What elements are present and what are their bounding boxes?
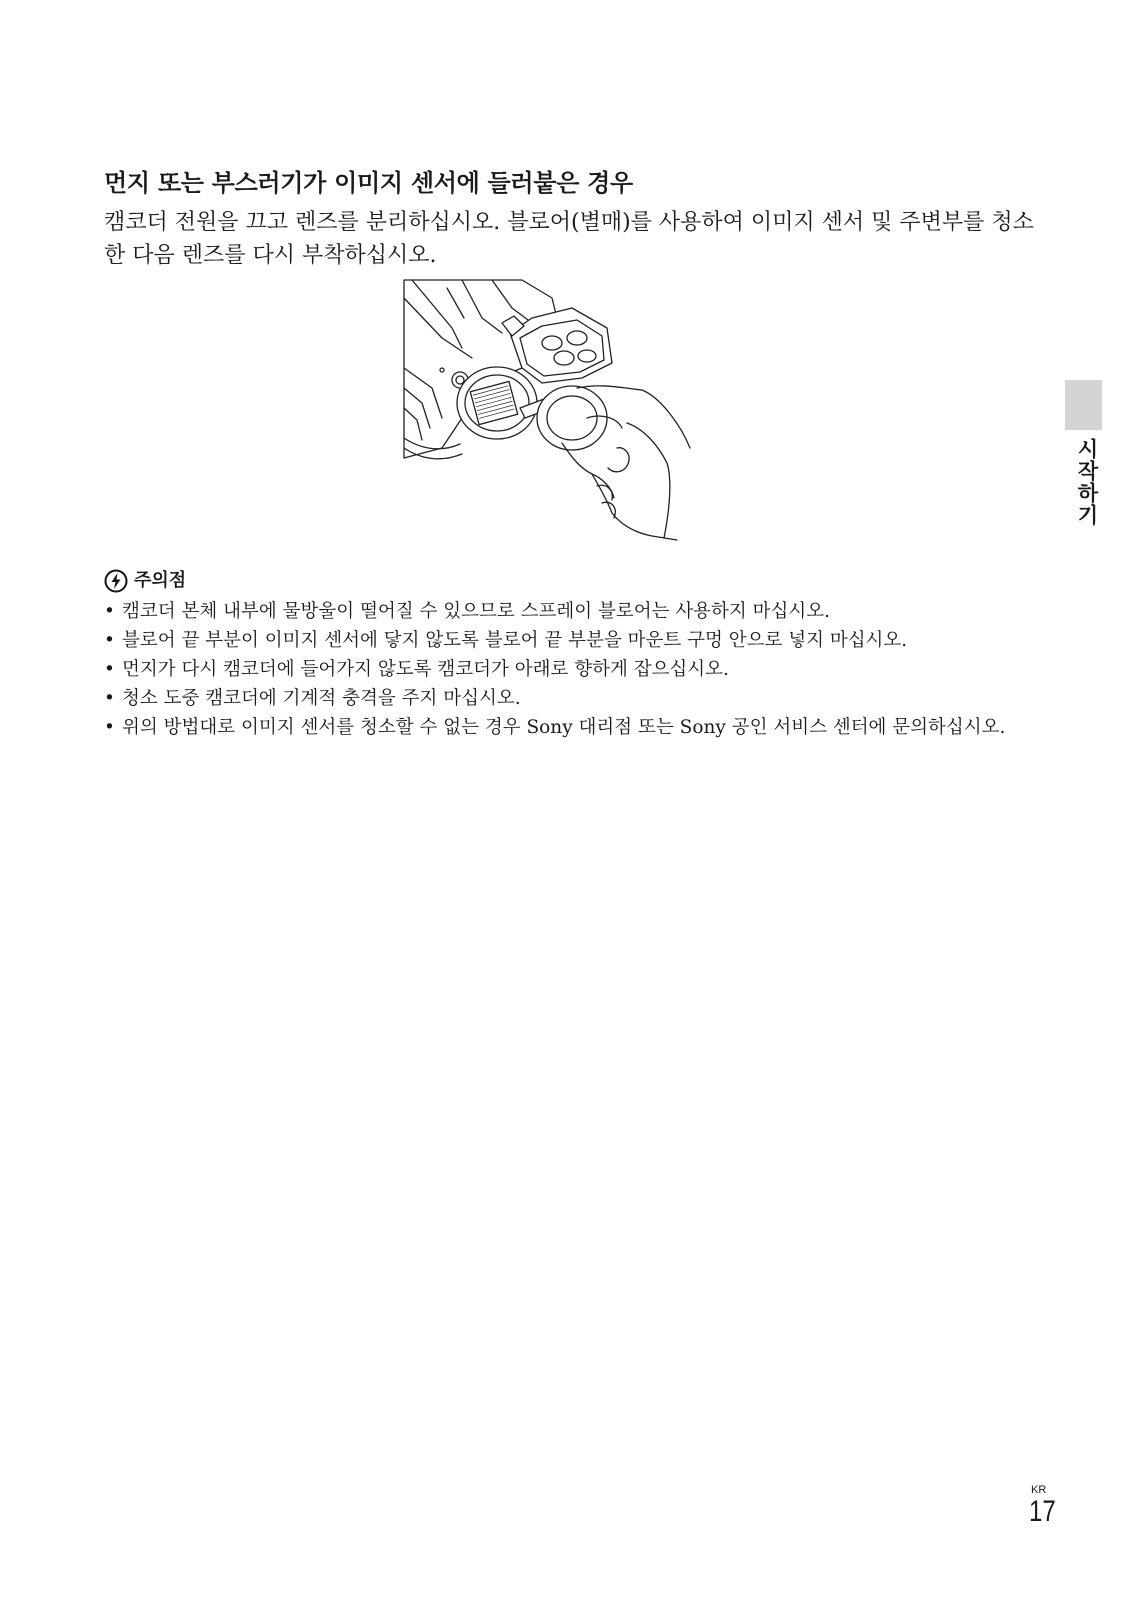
list-item: • 캠코더 본체 내부에 물방울이 떨어질 수 있으므로 스프레이 블로어는 사용하지 마십시오.	[104, 597, 1024, 626]
sensor-cleaning-illustration	[402, 278, 692, 548]
section-tab-label: 시작하기	[1075, 438, 1099, 526]
section-heading: 먼지 또는 부스러기가 이미지 센서에 들러붙은 경우	[104, 169, 633, 197]
caution-header	[104, 568, 186, 594]
list-item: • 위의 방법대로 이미지 센서를 청소할 수 없는 경우 Sony 대리점 또는 Sony 공인 서비스 센터에 문의하십시오.	[104, 713, 1024, 742]
list-item: • 블로어 끝 부분이 이미지 센서에 닿지 않도록 블로어 끝 부분을 마운트 구멍 안으로 넣지 마십시오.	[104, 626, 1024, 655]
caution-title: 주의점	[134, 570, 187, 591]
page-number: 17	[1029, 1495, 1056, 1528]
caution-list	[104, 597, 1024, 742]
page-language-code: KR	[1031, 1484, 1047, 1496]
list-item: • 먼지가 다시 캠코더에 들어가지 않도록 캠코더가 아래로 향하게 잡으십시오.	[104, 655, 1024, 684]
list-item: • 청소 도중 캠코더에 기계적 충격을 주지 마십시오.	[104, 684, 1024, 713]
intro-paragraph: 캠코더 전원을 끄고 렌즈를 분리하십시오. 블로어(별매)를 사용하여 이미지 센서 및 주변부를 청소한 다음 렌즈를 다시 부착하십시오.	[104, 210, 1034, 268]
caution-icon	[104, 569, 128, 593]
section-tab-marker	[1065, 380, 1102, 430]
